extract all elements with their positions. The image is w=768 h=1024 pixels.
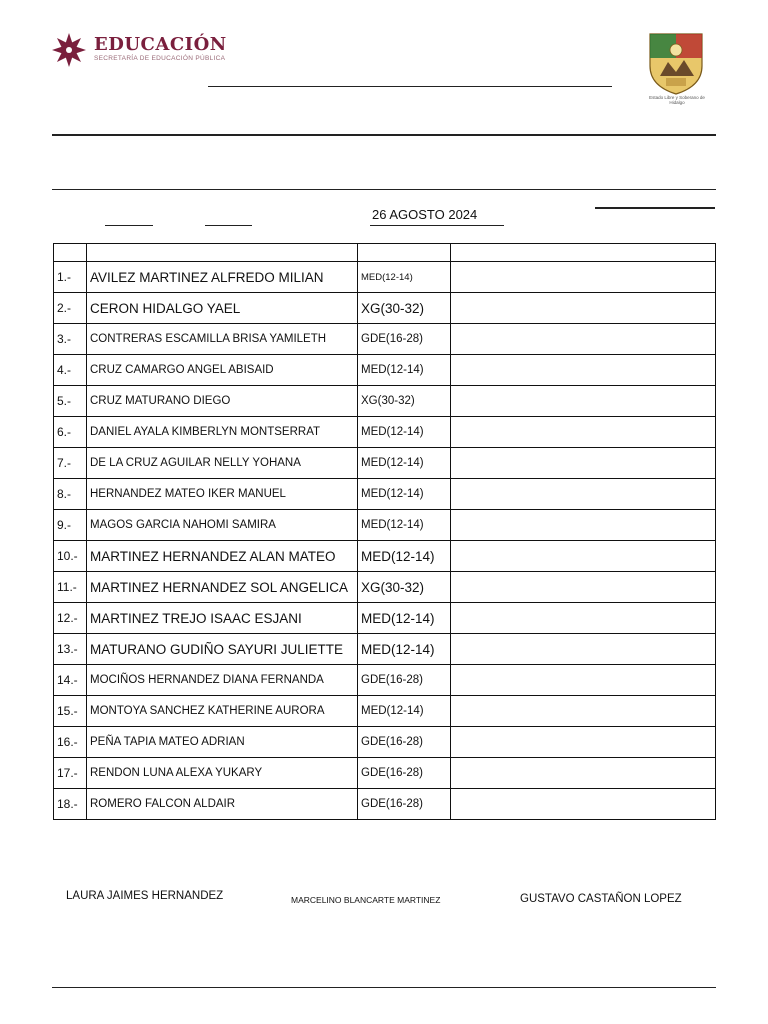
blank-cell xyxy=(451,293,716,324)
row-number: 11.- xyxy=(54,572,87,603)
blank-cell xyxy=(451,510,716,541)
uniform-size: GDE(16-28) xyxy=(358,758,451,789)
student-name: ROMERO FALCON ALDAIR xyxy=(87,789,358,820)
uniform-size: GDE(16-28) xyxy=(358,324,451,355)
table-row xyxy=(54,293,716,324)
state-crest-icon xyxy=(642,28,710,98)
uniform-size: XG(30-32) xyxy=(358,386,451,417)
table-row xyxy=(54,262,716,293)
blank-cell xyxy=(451,324,716,355)
row-number: 13.- xyxy=(54,634,87,665)
uniform-size: GDE(16-28) xyxy=(358,789,451,820)
student-name: DE LA CRUZ AGUILAR NELLY YOHANA xyxy=(87,448,358,479)
blank-cell xyxy=(451,386,716,417)
uniform-size: MED(12-14) xyxy=(358,510,451,541)
row-number: 10.- xyxy=(54,541,87,572)
row-number: 5.- xyxy=(54,386,87,417)
table-row xyxy=(54,727,716,758)
blank-cell xyxy=(451,789,716,820)
uniform-size: MED(12-14) xyxy=(358,634,451,665)
student-name: CONTRERAS ESCAMILLA BRISA YAMILETH xyxy=(87,324,358,355)
table-row xyxy=(54,696,716,727)
star-flower-icon xyxy=(52,30,88,70)
student-name: PEÑA TAPIA MATEO ADRIAN xyxy=(87,727,358,758)
table-row xyxy=(54,510,716,541)
uniform-size: MED(12-14) xyxy=(358,448,451,479)
row-number: 15.- xyxy=(54,696,87,727)
table-row xyxy=(54,603,716,634)
student-name: AVILEZ MARTINEZ ALFREDO MILIAN xyxy=(87,262,358,293)
table-row xyxy=(54,572,716,603)
row-number: 7.- xyxy=(54,448,87,479)
uniform-size: XG(30-32) xyxy=(358,572,451,603)
table-header-row xyxy=(54,244,716,262)
row-number: 9.- xyxy=(54,510,87,541)
header-cell xyxy=(451,244,716,262)
student-name: MOCIÑOS HERNANDEZ DIANA FERNANDA xyxy=(87,665,358,696)
uniform-size: XG(30-32) xyxy=(358,293,451,324)
blank-field-line-1 xyxy=(105,225,153,226)
uniform-size: MED(12-14) xyxy=(358,541,451,572)
footer-line xyxy=(52,987,716,988)
student-name: MARTINEZ HERNANDEZ SOL ANGELICA xyxy=(87,572,358,603)
row-number: 1.- xyxy=(54,262,87,293)
blank-cell xyxy=(451,665,716,696)
blank-cell xyxy=(451,758,716,789)
row-number: 16.- xyxy=(54,727,87,758)
table-row xyxy=(54,541,716,572)
table-row xyxy=(54,355,716,386)
blank-field-line-3 xyxy=(595,207,715,209)
student-name: MARTINEZ TREJO ISAAC ESJANI xyxy=(87,603,358,634)
header-cell xyxy=(358,244,451,262)
divider-top xyxy=(52,134,716,136)
blank-cell xyxy=(451,603,716,634)
row-number: 12.- xyxy=(54,603,87,634)
row-number: 6.- xyxy=(54,417,87,448)
blank-cell xyxy=(451,634,716,665)
student-name: HERNANDEZ MATEO IKER MANUEL xyxy=(87,479,358,510)
brand-subtitle: SECRETARÍA DE EDUCACIÓN PÚBLICA xyxy=(94,55,226,62)
row-number: 4.- xyxy=(54,355,87,386)
uniform-size: GDE(16-28) xyxy=(358,727,451,758)
table-row xyxy=(54,758,716,789)
table-row xyxy=(54,324,716,355)
uniform-size: MED(12-14) xyxy=(358,479,451,510)
date-underline xyxy=(370,225,504,226)
blank-cell xyxy=(451,355,716,386)
student-name: MATURANO GUDIÑO SAYURI JULIETTE xyxy=(87,634,358,665)
student-name: RENDON LUNA ALEXA YUKARY xyxy=(87,758,358,789)
table-row xyxy=(54,634,716,665)
signature-name-center: MARCELINO BLANCARTE MARTINEZ xyxy=(291,895,441,905)
divider-middle xyxy=(52,189,716,190)
uniform-size: MED(12-14) xyxy=(358,355,451,386)
uniform-size: MED(12-14) xyxy=(358,696,451,727)
student-name: MONTOYA SANCHEZ KATHERINE AURORA xyxy=(87,696,358,727)
student-name: DANIEL AYALA KIMBERLYN MONTSERRAT xyxy=(87,417,358,448)
blank-cell xyxy=(451,262,716,293)
row-number: 17.- xyxy=(54,758,87,789)
signature-name-left: LAURA JAIMES HERNANDEZ xyxy=(66,890,224,902)
row-number: 8.- xyxy=(54,479,87,510)
student-name: CERON HIDALGO YAEL xyxy=(87,293,358,324)
uniform-size: MED(12-14) xyxy=(358,417,451,448)
document-date: 26 AGOSTO 2024 xyxy=(372,207,478,222)
table-row xyxy=(54,665,716,696)
blank-cell xyxy=(451,448,716,479)
blank-field-line-2 xyxy=(205,225,252,226)
uniform-size: MED(12-14) xyxy=(358,603,451,634)
header-cell xyxy=(54,244,87,262)
student-name: CRUZ MATURANO DIEGO xyxy=(87,386,358,417)
blank-cell xyxy=(451,417,716,448)
row-number: 18.- xyxy=(54,789,87,820)
header-cell xyxy=(87,244,358,262)
blank-cell xyxy=(451,696,716,727)
row-number: 3.- xyxy=(54,324,87,355)
table-row xyxy=(54,448,716,479)
signature-name-right: GUSTAVO CASTAÑON LOPEZ xyxy=(520,893,682,905)
table-row xyxy=(54,417,716,448)
student-roster-table xyxy=(53,243,716,820)
table-row xyxy=(54,789,716,820)
uniform-size: MED(12-14) xyxy=(358,262,451,293)
uniform-size: GDE(16-28) xyxy=(358,665,451,696)
row-number: 14.- xyxy=(54,665,87,696)
table-row xyxy=(54,386,716,417)
blank-cell xyxy=(451,572,716,603)
student-name: MARTINEZ HERNANDEZ ALAN MATEO xyxy=(87,541,358,572)
roster-body xyxy=(54,244,716,820)
crest-caption: Estado Libre y Soberano de Hidalgo xyxy=(649,95,705,105)
table-row xyxy=(54,479,716,510)
blank-cell xyxy=(451,479,716,510)
brand-title: EDUCACIÓN xyxy=(94,34,227,55)
header-title-line xyxy=(208,86,612,87)
blank-cell xyxy=(451,727,716,758)
student-name: CRUZ CAMARGO ANGEL ABISAID xyxy=(87,355,358,386)
blank-cell xyxy=(451,541,716,572)
row-number: 2.- xyxy=(54,293,87,324)
student-name: MAGOS GARCIA NAHOMI SAMIRA xyxy=(87,510,358,541)
